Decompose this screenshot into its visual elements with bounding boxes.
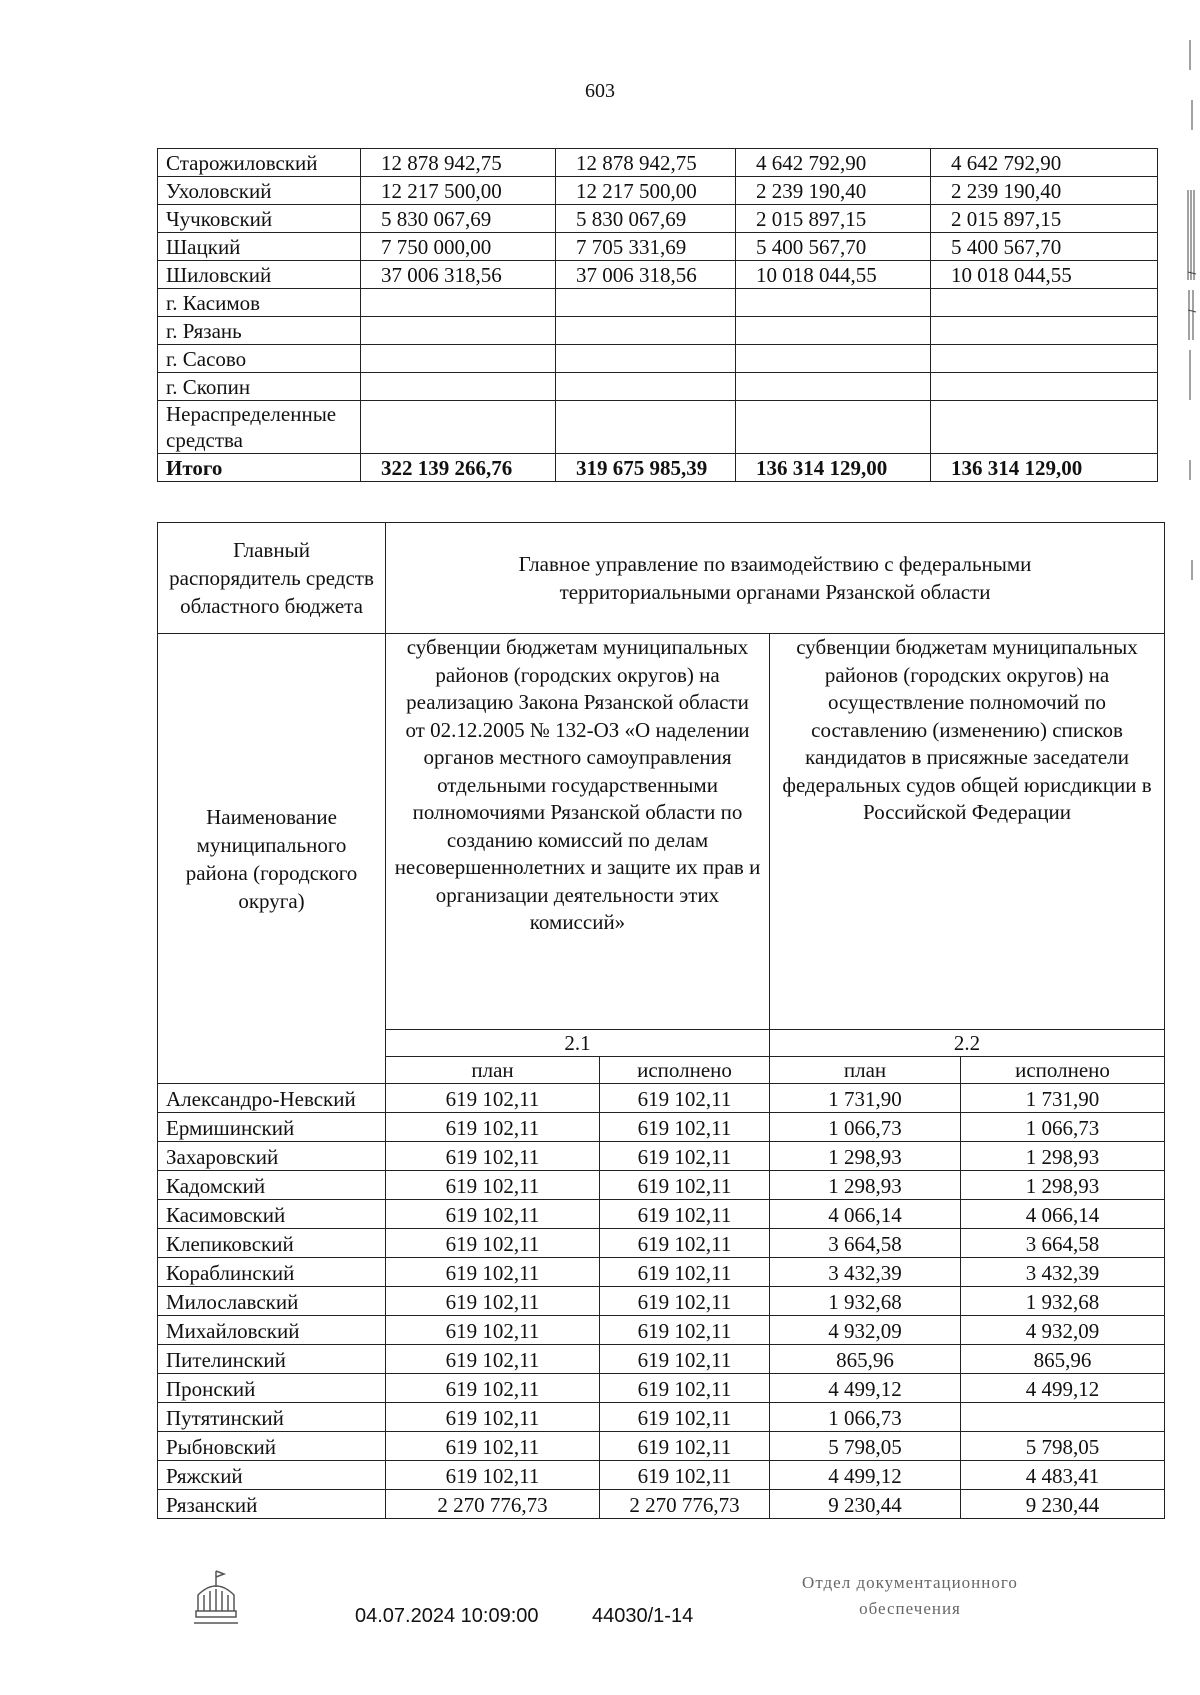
amount-cell	[556, 345, 736, 373]
amount-cell: 619 102,11	[386, 1113, 600, 1142]
amount-cell	[736, 373, 931, 401]
districts-table-body	[158, 149, 1158, 482]
plan-header: план	[386, 1057, 600, 1084]
amount-cell: 9 230,44	[770, 1490, 961, 1519]
amount-cell: 619 102,11	[600, 1113, 770, 1142]
amount-cell: 619 102,11	[600, 1287, 770, 1316]
amount-cell	[556, 401, 736, 454]
amount-cell	[931, 373, 1158, 401]
district-name: г. Касимов	[158, 289, 361, 317]
district-name: Чучковский	[158, 205, 361, 233]
district-name: Касимовский	[158, 1200, 386, 1229]
amount-cell: 3 664,58	[770, 1229, 961, 1258]
amount-cell: 619 102,11	[386, 1084, 600, 1113]
amount-cell: 1 298,93	[770, 1142, 961, 1171]
amount-cell	[361, 373, 556, 401]
district-name: Рязанский	[158, 1490, 386, 1519]
district-name: г. Сасово	[158, 345, 361, 373]
amount-cell	[361, 345, 556, 373]
amount-cell: 2 270 776,73	[600, 1490, 770, 1519]
district-name: Нераспределенные средства	[158, 401, 361, 454]
amount-cell: 619 102,11	[386, 1171, 600, 1200]
amount-cell: 5 798,05	[770, 1432, 961, 1461]
amount-cell: 619 102,11	[386, 1229, 600, 1258]
amount-cell: 12 878 942,75	[361, 149, 556, 177]
amount-cell: 4 483,41	[961, 1461, 1165, 1490]
amount-cell: 12 878 942,75	[556, 149, 736, 177]
amount-cell: 3 432,39	[961, 1258, 1165, 1287]
table-row	[158, 289, 1158, 317]
district-name-column-header: Наименование муниципального района (городского округа)	[158, 634, 386, 1084]
district-name: Пителинский	[158, 1345, 386, 1374]
amount-cell	[556, 289, 736, 317]
amount-cell: 619 102,11	[600, 1084, 770, 1113]
district-name: г. Рязань	[158, 317, 361, 345]
amount-cell: 1 066,73	[770, 1403, 961, 1432]
amount-cell: 865,96	[770, 1345, 961, 1374]
total-amount: 319 675 985,39	[556, 454, 736, 482]
total-amount: 322 139 266,76	[361, 454, 556, 482]
amount-cell: 619 102,11	[386, 1287, 600, 1316]
table-row	[158, 1200, 1165, 1229]
amount-cell: 1 298,93	[961, 1171, 1165, 1200]
amount-cell: 12 217 500,00	[361, 177, 556, 205]
amount-cell: 2 239 190,40	[736, 177, 931, 205]
amount-cell: 5 830 067,69	[556, 205, 736, 233]
amount-cell: 7 705 331,69	[556, 233, 736, 261]
amount-cell: 619 102,11	[600, 1403, 770, 1432]
table-row	[158, 1258, 1165, 1287]
amount-cell: 9 230,44	[961, 1490, 1165, 1519]
amount-cell: 37 006 318,56	[556, 261, 736, 289]
amount-cell: 619 102,11	[600, 1229, 770, 1258]
amount-cell	[736, 401, 931, 454]
amount-cell: 1 066,73	[770, 1113, 961, 1142]
table-row	[158, 1432, 1165, 1461]
amount-cell: 619 102,11	[386, 1316, 600, 1345]
print-timestamp: 04.07.2024 10:09:00	[355, 1605, 539, 1627]
amount-cell: 5 400 567,70	[736, 233, 931, 261]
district-name: Рыбновский	[158, 1432, 386, 1461]
amount-cell: 5 798,05	[961, 1432, 1165, 1461]
scan-edge-marks	[1178, 40, 1200, 600]
amount-cell: 4 499,12	[961, 1374, 1165, 1403]
table-row	[158, 1345, 1165, 1374]
amount-cell: 4 642 792,90	[931, 149, 1158, 177]
amount-cell: 2 015 897,15	[931, 205, 1158, 233]
table-row	[158, 1229, 1165, 1258]
executed-header: исполнено	[600, 1057, 770, 1084]
subventions-table-body	[158, 1084, 1165, 1519]
amount-cell: 10 018 044,55	[931, 261, 1158, 289]
table-row	[158, 317, 1158, 345]
amount-cell: 1 932,68	[961, 1287, 1165, 1316]
table-row	[158, 149, 1158, 177]
amount-cell	[961, 1403, 1165, 1432]
amount-cell	[931, 317, 1158, 345]
plan-header: план	[770, 1057, 961, 1084]
department-stamp: Отдел документационного обеспечения	[802, 1573, 1018, 1618]
district-name: г. Скопин	[158, 373, 361, 401]
amount-cell: 619 102,11	[600, 1258, 770, 1287]
amount-cell: 619 102,11	[386, 1200, 600, 1229]
amount-cell: 7 750 000,00	[361, 233, 556, 261]
amount-cell: 1 066,73	[961, 1113, 1165, 1142]
amount-cell: 37 006 318,56	[361, 261, 556, 289]
amount-cell: 619 102,11	[600, 1171, 770, 1200]
amount-cell: 1 298,93	[770, 1171, 961, 1200]
amount-cell: 619 102,11	[600, 1142, 770, 1171]
table-row	[158, 233, 1158, 261]
amount-cell: 619 102,11	[600, 1345, 770, 1374]
amount-cell	[931, 345, 1158, 373]
column-code-2-1: 2.1	[386, 1030, 770, 1057]
amount-cell: 619 102,11	[386, 1258, 600, 1287]
district-name: Путятинский	[158, 1403, 386, 1432]
amount-cell: 3 432,39	[770, 1258, 961, 1287]
amount-cell: 2 270 776,73	[386, 1490, 600, 1519]
district-name: Александро-Невский	[158, 1084, 386, 1113]
amount-cell	[736, 289, 931, 317]
registration-number: 44030/1-14	[592, 1605, 694, 1627]
table-row	[158, 1171, 1165, 1200]
district-name: Михайловский	[158, 1316, 386, 1345]
amount-cell: 4 642 792,90	[736, 149, 931, 177]
total-amount: 136 314 129,00	[736, 454, 931, 482]
total-amount: 136 314 129,00	[931, 454, 1158, 482]
subventions-table	[157, 522, 1165, 1519]
amount-cell: 1 932,68	[770, 1287, 961, 1316]
amount-cell: 619 102,11	[386, 1432, 600, 1461]
amount-cell: 1 731,90	[961, 1084, 1165, 1113]
amount-cell: 12 217 500,00	[556, 177, 736, 205]
amount-cell	[361, 289, 556, 317]
table-row	[158, 1403, 1165, 1432]
amount-cell	[556, 317, 736, 345]
table-row	[158, 1316, 1165, 1345]
district-name: Пронский	[158, 1374, 386, 1403]
amount-cell: 4 066,14	[770, 1200, 961, 1229]
table-row	[158, 1374, 1165, 1403]
table-row	[158, 177, 1158, 205]
table-row	[158, 373, 1158, 401]
amount-cell: 865,96	[961, 1345, 1165, 1374]
amount-cell: 5 830 067,69	[361, 205, 556, 233]
amount-cell	[931, 289, 1158, 317]
table-row	[158, 1113, 1165, 1142]
district-name: Ухоловский	[158, 177, 361, 205]
total-label: Итого	[158, 454, 361, 482]
amount-cell: 4 932,09	[961, 1316, 1165, 1345]
table-row	[158, 345, 1158, 373]
district-name: Ермишинский	[158, 1113, 386, 1142]
amount-cell	[556, 373, 736, 401]
chief-administrator-label: Главный распорядитель средств областного бюджета	[158, 523, 386, 634]
district-name: Шиловский	[158, 261, 361, 289]
amount-cell: 619 102,11	[386, 1345, 600, 1374]
amount-cell: 2 239 190,40	[931, 177, 1158, 205]
district-name: Милославский	[158, 1287, 386, 1316]
amount-cell: 10 018 044,55	[736, 261, 931, 289]
subvention-2-2-title: субвенции бюджетам муниципальных районов (городских округов) на осуществление полномочий по составлению (изменению) списков кандидатов в присяжные заседатели федеральных судов общей юрисдикции в Российской Федерации	[770, 634, 1165, 1030]
table-row	[158, 261, 1158, 289]
table-row	[158, 205, 1158, 233]
table-row	[158, 1142, 1165, 1171]
amount-cell: 619 102,11	[600, 1374, 770, 1403]
district-name: Захаровский	[158, 1142, 386, 1171]
amount-cell	[361, 317, 556, 345]
table-row	[158, 1084, 1165, 1113]
total-row	[158, 454, 1158, 482]
executed-header: исполнено	[961, 1057, 1165, 1084]
amount-cell: 619 102,11	[600, 1461, 770, 1490]
table-row	[158, 401, 1158, 454]
chief-administrator-name: Главное управление по взаимодействию с федеральными территориальными органами Рязанской области	[386, 523, 1165, 634]
table-row	[158, 1287, 1165, 1316]
amount-cell: 619 102,11	[386, 1403, 600, 1432]
amount-cell: 5 400 567,70	[931, 233, 1158, 261]
amount-cell: 4 499,12	[770, 1374, 961, 1403]
districts-table-continued	[157, 148, 1158, 482]
amount-cell	[736, 345, 931, 373]
district-name: Старожиловский	[158, 149, 361, 177]
amount-cell: 2 015 897,15	[736, 205, 931, 233]
table-row	[158, 1490, 1165, 1519]
amount-cell: 4 932,09	[770, 1316, 961, 1345]
amount-cell: 1 298,93	[961, 1142, 1165, 1171]
duma-emblem-icon	[188, 1565, 244, 1627]
district-name: Клепиковский	[158, 1229, 386, 1258]
amount-cell: 619 102,11	[386, 1374, 600, 1403]
amount-cell: 4 499,12	[770, 1461, 961, 1490]
amount-cell: 619 102,11	[386, 1142, 600, 1171]
district-name: Кадомский	[158, 1171, 386, 1200]
amount-cell: 619 102,11	[600, 1316, 770, 1345]
table-row	[158, 1461, 1165, 1490]
amount-cell: 619 102,11	[600, 1432, 770, 1461]
district-name: Шацкий	[158, 233, 361, 261]
amount-cell: 619 102,11	[600, 1200, 770, 1229]
amount-cell	[931, 401, 1158, 454]
district-name: Ряжский	[158, 1461, 386, 1490]
amount-cell: 4 066,14	[961, 1200, 1165, 1229]
page-number: 603	[585, 80, 615, 102]
amount-cell: 1 731,90	[770, 1084, 961, 1113]
amount-cell	[361, 401, 556, 454]
column-code-2-2: 2.2	[770, 1030, 1165, 1057]
district-name: Кораблинский	[158, 1258, 386, 1287]
amount-cell	[736, 317, 931, 345]
subvention-2-1-title: субвенции бюджетам муниципальных районов (городских округов) на реализацию Закона Рязанской области от 02.12.2005 № 132-ОЗ «О наделении органов местного самоуправления отдельными государственными полномочиями Рязанской области по созданию комиссий по делам несовершеннолетних и защите их прав и организации деятельности этих комиссий»	[386, 634, 770, 1030]
amount-cell: 619 102,11	[386, 1461, 600, 1490]
amount-cell: 3 664,58	[961, 1229, 1165, 1258]
